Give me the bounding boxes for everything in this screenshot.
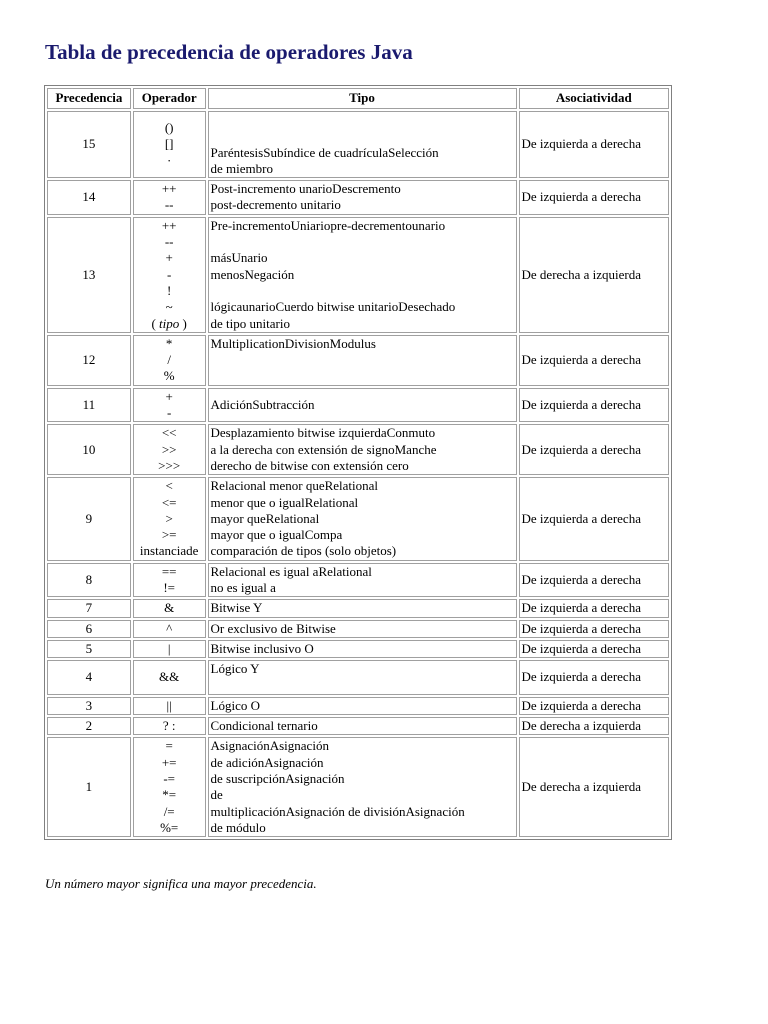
operator-symbol: /: [167, 352, 171, 368]
type-cell: [208, 424, 517, 475]
type-text: derecho de bitwise con extensión cero: [210, 457, 409, 473]
type-text: AdiciónSubtracción: [210, 396, 315, 412]
operator-symbol: *: [165, 335, 173, 351]
operator-symbol: []: [164, 136, 174, 152]
table-row: [47, 737, 669, 837]
type-text: de suscripciónAsignación: [210, 770, 345, 786]
operator-symbol: &: [164, 600, 175, 616]
table-header-row: [47, 88, 669, 109]
type-text: no es igual a: [210, 580, 276, 596]
operator-symbol: ++: [161, 217, 177, 233]
type-text: Condicional ternario: [210, 718, 318, 734]
operator-cell: [133, 388, 206, 423]
type-cell: [208, 640, 517, 658]
associativity-cell: De izquierda a derecha: [519, 424, 669, 475]
operator-cell: [133, 599, 206, 617]
operator-cell: [133, 335, 206, 386]
precedence-cell: 6: [47, 620, 131, 638]
operator-cell: [133, 563, 206, 598]
type-text: post-decremento unitario: [210, 197, 341, 213]
operator-cell: [133, 697, 206, 715]
operator-symbol: !=: [163, 580, 175, 596]
associativity-cell: De izquierda a derecha: [519, 620, 669, 638]
precedence-cell: 3: [47, 697, 131, 715]
operator-symbol: ==: [161, 563, 177, 579]
associativity-cell: De izquierda a derecha: [519, 111, 669, 178]
table-body: [47, 111, 669, 837]
type-text: [211, 112, 514, 128]
precedence-cell: 1: [47, 737, 131, 837]
operator-symbol: -: [166, 266, 172, 282]
operator-symbol: ^: [166, 620, 173, 636]
operator-symbol: /=: [163, 803, 175, 819]
precedence-cell: 14: [47, 180, 131, 215]
operator-symbol: >>>: [158, 457, 181, 473]
operator-cell: [133, 620, 206, 638]
type-text: de módulo: [210, 819, 266, 835]
type-text: [211, 678, 514, 694]
type-text: de tipo unitario: [210, 315, 290, 331]
precedence-cell: 15: [47, 111, 131, 178]
type-text: Bitwise Y: [210, 600, 263, 616]
table-row: [47, 424, 669, 475]
type-cell: [208, 180, 517, 215]
type-cell: [208, 335, 517, 386]
associativity-cell: De izquierda a derecha: [519, 660, 669, 695]
operator-cell: [133, 737, 206, 837]
type-text: mayor que o igualCompa: [210, 527, 343, 543]
type-text: de miembro: [210, 160, 273, 176]
operator-symbol: --: [164, 197, 174, 213]
operator-symbol: ( tipo ): [151, 315, 187, 331]
table-row: [47, 660, 669, 695]
table-row: [47, 180, 669, 215]
table-row: [47, 697, 669, 715]
table-row: [47, 111, 669, 178]
precedence-cell: 12: [47, 335, 131, 386]
associativity-cell: De derecha a izquierda: [519, 217, 669, 333]
type-text: [211, 128, 514, 144]
type-cell: [208, 620, 517, 638]
type-text: AsignaciónAsignación: [210, 738, 329, 754]
table-row: [47, 717, 669, 735]
associativity-cell: De izquierda a derecha: [519, 640, 669, 658]
associativity-cell: De izquierda a derecha: [519, 335, 669, 386]
type-text: mayor queRelational: [210, 510, 320, 526]
type-text: comparación de tipos (solo objetos): [210, 543, 397, 559]
type-cell: [208, 697, 517, 715]
type-text: ParéntesisSubíndice de cuadrículaSelección: [210, 144, 439, 160]
type-text: Relacional es igual aRelational: [210, 563, 372, 579]
precedence-cell: 5: [47, 640, 131, 658]
header-precedencia: Precedencia: [47, 88, 131, 109]
operator-symbol: <=: [161, 494, 177, 510]
precedence-cell: 10: [47, 424, 131, 475]
operator-symbol: <: [165, 478, 173, 494]
operator-symbol: |: [167, 640, 171, 656]
precedence-cell: 2: [47, 717, 131, 735]
operator-symbol: ~: [165, 299, 173, 315]
type-cell: [208, 660, 517, 695]
operator-symbol: ++: [161, 181, 177, 197]
header-tipo: Tipo: [208, 88, 517, 109]
precedence-cell: 8: [47, 563, 131, 598]
type-cell: [208, 111, 517, 178]
header-operador: Operador: [133, 88, 206, 109]
type-text: de: [210, 787, 223, 803]
footnote: Un número mayor significa una mayor precedencia.: [45, 876, 317, 891]
operator-symbol: --: [164, 234, 174, 250]
type-cell: [208, 217, 517, 333]
type-cell: [208, 717, 517, 735]
operator-cell: [133, 640, 206, 658]
operator-symbol: +: [165, 388, 173, 404]
associativity-cell: De izquierda a derecha: [519, 180, 669, 215]
type-text: [211, 283, 514, 299]
type-text: Bitwise inclusivo O: [210, 640, 314, 656]
precedence-cell: 9: [47, 477, 131, 560]
operator-symbol: =: [165, 738, 173, 754]
associativity-cell: De derecha a izquierda: [519, 717, 669, 735]
table-row: [47, 477, 669, 560]
precedence-table: [44, 85, 672, 840]
operator-symbol: ·: [166, 152, 172, 168]
associativity-cell: De derecha a izquierda: [519, 737, 669, 837]
operator-symbol: ||: [166, 697, 172, 713]
precedence-cell: 13: [47, 217, 131, 333]
associativity-cell: De izquierda a derecha: [519, 388, 669, 423]
operator-symbol: +=: [161, 754, 177, 770]
table-row: [47, 217, 669, 333]
type-text: MultiplicationDivisionModulus: [210, 335, 376, 351]
operator-cell: [133, 111, 206, 178]
table-row: [47, 620, 669, 638]
page-title: Tabla de precedencia de operadores Java: [45, 40, 413, 64]
operator-cell: [133, 717, 206, 735]
type-text: de adiciónAsignación: [210, 754, 324, 770]
operator-symbol: <<: [161, 425, 177, 441]
type-cell: [208, 599, 517, 617]
type-text: Relacional menor queRelational: [210, 478, 379, 494]
associativity-cell: De izquierda a derecha: [519, 599, 669, 617]
operator-symbol: ? :: [162, 718, 176, 734]
table-row: [47, 335, 669, 386]
operator-cell: [133, 217, 206, 333]
operator-symbol: +: [165, 250, 173, 266]
type-cell: [208, 477, 517, 560]
associativity-cell: De izquierda a derecha: [519, 697, 669, 715]
type-text: másUnario: [210, 250, 268, 266]
operator-symbol: (): [164, 120, 174, 136]
operator-symbol: !: [166, 282, 172, 298]
type-text: [211, 234, 514, 250]
type-text: menor que o igualRelational: [210, 494, 359, 510]
associativity-cell: De izquierda a derecha: [519, 563, 669, 598]
operator-symbol: >=: [161, 527, 177, 543]
type-cell: [208, 563, 517, 598]
table-row: [47, 640, 669, 658]
associativity-cell: De izquierda a derecha: [519, 477, 669, 560]
type-cell: [208, 388, 517, 423]
operator-symbol: *=: [162, 787, 177, 803]
table-row: [47, 388, 669, 423]
operator-cell: [133, 660, 206, 695]
operator-symbol: >>: [161, 441, 177, 457]
operator-cell: [133, 477, 206, 560]
type-cell: [208, 737, 517, 837]
table-row: [47, 563, 669, 598]
type-text: Lógico Y: [210, 661, 260, 677]
type-text: multiplicaciónAsignación de divisiónAsignación: [210, 803, 465, 819]
operator-symbol: instanciade: [139, 543, 199, 559]
operator-symbol: -=: [163, 770, 175, 786]
operator-symbol: &&: [159, 669, 180, 685]
operator-symbol: -: [166, 405, 172, 421]
type-text: Pre-incrementoUniariopre-decrementounario: [210, 217, 446, 233]
operator-symbol: %=: [160, 819, 179, 835]
operator-cell: [133, 180, 206, 215]
precedence-cell: 7: [47, 599, 131, 617]
type-text: Post-incremento unarioDescremento: [210, 181, 401, 197]
operator-symbol: %: [163, 368, 175, 384]
precedence-cell: 4: [47, 660, 131, 695]
type-text: menosNegación: [210, 266, 295, 282]
operator-cell: [133, 424, 206, 475]
precedence-cell: 11: [47, 388, 131, 423]
type-text: Desplazamiento bitwise izquierdaConmuto: [210, 425, 436, 441]
table-row: [47, 599, 669, 617]
type-text: a la derecha con extensión de signoManche: [210, 441, 437, 457]
header-asociatividad: Asociatividad: [519, 88, 669, 109]
type-text: Or exclusivo de Bitwise: [210, 620, 336, 636]
type-text: lógicaunarioCuerdo bitwise unitarioDesechado: [210, 299, 456, 315]
operator-symbol: >: [165, 510, 173, 526]
type-text: Lógico O: [210, 697, 260, 713]
